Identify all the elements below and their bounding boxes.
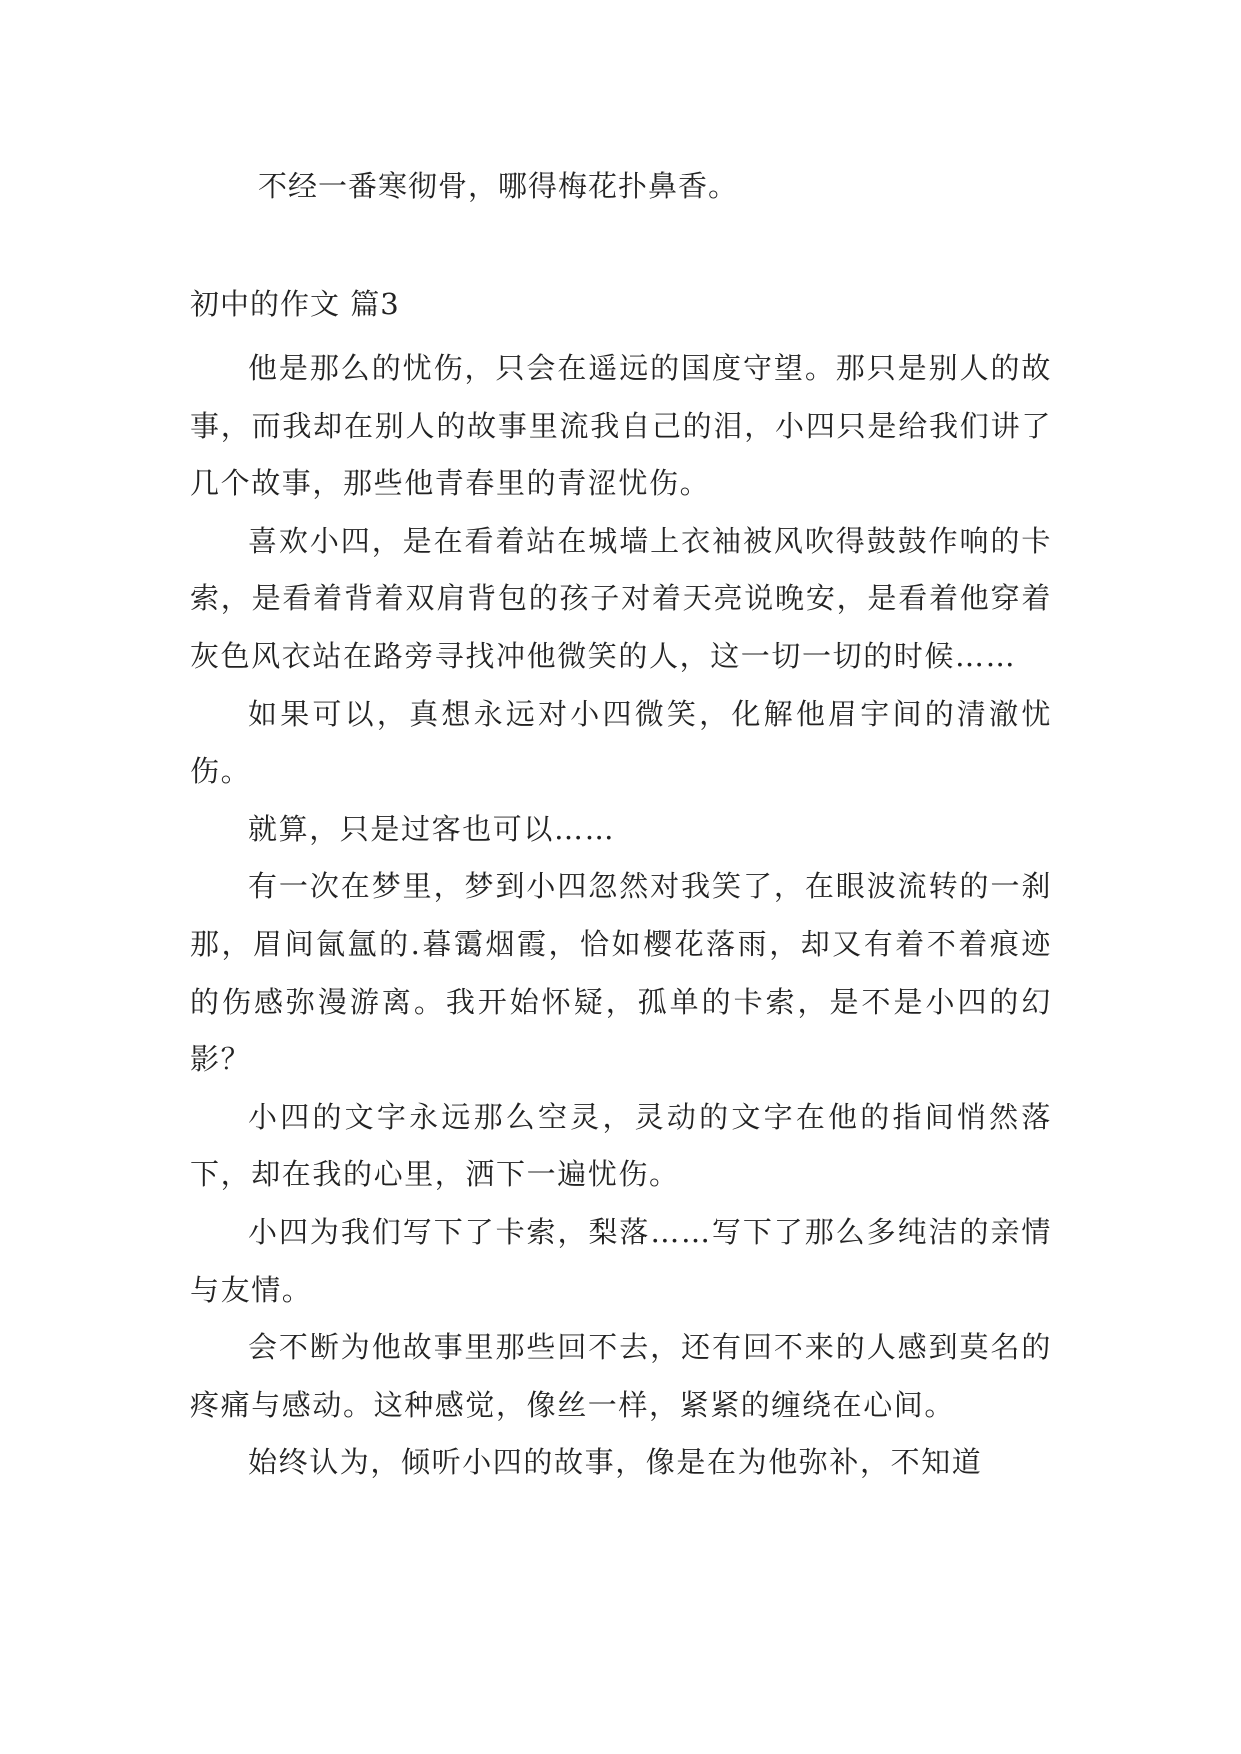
paragraph: 如果可以，真想永远对小四微笑，化解他眉宇间的清澈忧伤。 bbox=[190, 696, 1052, 789]
paragraph: 小四为我们写下了卡索，梨落……写下了那么多纯洁的亲情与友情。 bbox=[190, 1214, 1052, 1307]
paragraph: 喜欢小四，是在看着站在城墙上衣袖被风吹得鼓鼓作响的卡索，是看着背着双肩背包的孩子对着天亮说晚安，是看着他穿着灰色风衣站在路旁寻找冲他微笑的人，这一切一切的时候…… bbox=[190, 523, 1052, 673]
paragraph: 会不断为他故事里那些回不去，还有回不来的人感到莫名的疼痛与感动。这种感觉，像丝一样，紧紧的缠绕在心间。 bbox=[190, 1330, 1052, 1422]
paragraph: 他是那么的忧伤，只会在遥远的国度守望。那只是别人的故事，而我却在别人的故事里流我自己的泪，小四只是给我们讲了几个故事，那些他青春里的青涩忧伤。 bbox=[190, 351, 1052, 501]
paragraph: 有一次在梦里，梦到小四忽然对我笑了，在眼波流转的一刹那，眉间氤氲的.暮霭烟霞，恰如樱花落雨，却又有着不着痕迹的伤感弥漫游离。我开始怀疑，孤单的卡索，是不是小四的幻影？ bbox=[190, 869, 1052, 1077]
paragraph: 小四的文字永远那么空灵，灵动的文字在他的指间悄然落下，却在我的心里，洒下一遍忧伤。 bbox=[190, 1099, 1052, 1192]
paragraph: 就算，只是过客也可以…… bbox=[248, 811, 616, 846]
lead-line: 不经一番寒彻骨，哪得梅花扑鼻香。 bbox=[258, 169, 739, 203]
paragraph: 始终认为，倾听小四的故事，像是在为他弥补，不知道 bbox=[248, 1445, 983, 1480]
section-heading: 初中的作文 篇3 bbox=[190, 287, 400, 321]
essay-body bbox=[190, 340, 1052, 1492]
